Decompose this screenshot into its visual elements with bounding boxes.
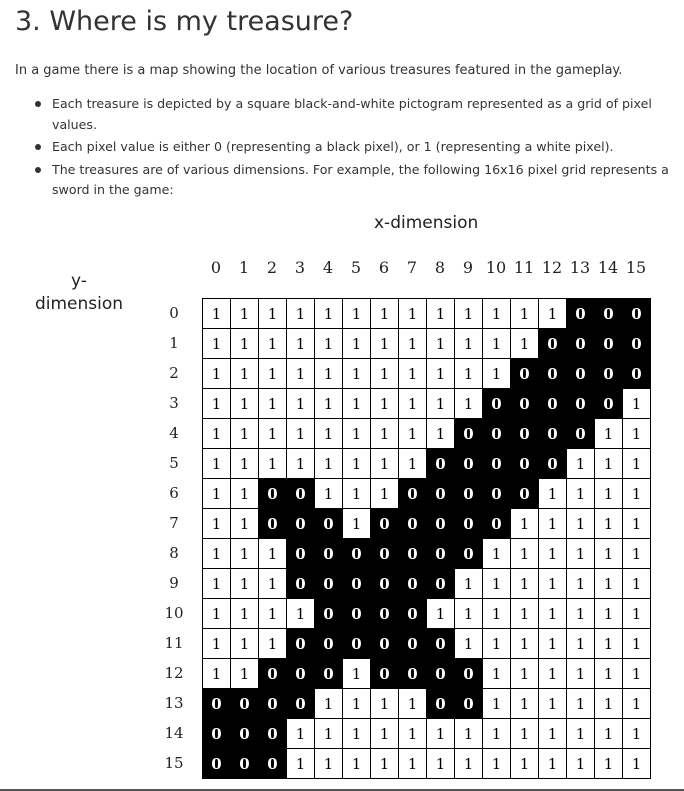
pixel-cell: 1 — [539, 569, 567, 599]
pixel-cell: 0 — [427, 479, 455, 509]
pixel-cell: 1 — [343, 329, 371, 359]
pixel-cell: 0 — [483, 479, 511, 509]
pixel-cell: 0 — [455, 659, 483, 689]
x-axis-label: 3 — [294, 258, 306, 277]
pixel-cell: 1 — [399, 719, 427, 749]
pixel-cell: 1 — [399, 359, 427, 389]
pixel-cell: 1 — [287, 749, 315, 779]
pixel-cell: 0 — [539, 449, 567, 479]
pixel-cell: 1 — [259, 599, 287, 629]
pixel-cell: 0 — [483, 449, 511, 479]
bullet-list — [15, 94, 675, 203]
pixel-cell: 0 — [567, 419, 595, 449]
pixel-cell: 1 — [511, 299, 539, 329]
pixel-cell: 1 — [539, 719, 567, 749]
pixel-cell: 1 — [455, 359, 483, 389]
y-axis-label: 7 — [169, 514, 179, 532]
pixel-cell: 0 — [427, 509, 455, 539]
pixel-cell: 1 — [343, 659, 371, 689]
pixel-cell: 0 — [399, 599, 427, 629]
pixel-cell: 1 — [567, 659, 595, 689]
pixel-cell: 1 — [315, 419, 343, 449]
pixel-cell: 0 — [511, 389, 539, 419]
pixel-cell: 1 — [483, 359, 511, 389]
pixel-cell: 1 — [315, 359, 343, 389]
pixel-cell: 1 — [259, 359, 287, 389]
pixel-cell: 1 — [231, 449, 259, 479]
pixel-cell: 1 — [567, 749, 595, 779]
x-axis-label: 15 — [625, 258, 647, 277]
pixel-cell: 0 — [427, 569, 455, 599]
pixel-cell: 1 — [427, 359, 455, 389]
pixel-cell: 1 — [455, 719, 483, 749]
y-axis-label: 10 — [164, 604, 184, 622]
pixel-cell: 1 — [623, 629, 651, 659]
pixel-cell: 0 — [455, 479, 483, 509]
pixel-cell: 1 — [371, 479, 399, 509]
pixel-cell: 0 — [623, 359, 651, 389]
pixel-cell: 0 — [371, 509, 399, 539]
pixel-cell: 1 — [203, 389, 231, 419]
bullet-item: The treasures are of various dimensions. For example, the following 16x16 pixel grid represents a sword in the game: — [15, 160, 675, 201]
y-axis-label: 0 — [169, 304, 179, 322]
pixel-cell: 0 — [483, 389, 511, 419]
pixel-cell: 1 — [231, 329, 259, 359]
pixel-cell: 1 — [259, 419, 287, 449]
pixel-cell: 0 — [511, 419, 539, 449]
pixel-cell: 1 — [203, 569, 231, 599]
pixel-cell: 0 — [203, 719, 231, 749]
pixel-cell: 1 — [595, 689, 623, 719]
y-axis-label: 14 — [164, 724, 184, 742]
x-axis-label: 10 — [485, 258, 507, 277]
pixel-cell: 1 — [371, 419, 399, 449]
pixel-cell: 1 — [595, 419, 623, 449]
pixel-cell: 1 — [343, 359, 371, 389]
pixel-cell: 0 — [287, 659, 315, 689]
pixel-cell: 0 — [455, 509, 483, 539]
pixel-cell: 1 — [567, 509, 595, 539]
pixel-cell: 1 — [203, 329, 231, 359]
pixel-cell: 0 — [539, 419, 567, 449]
pixel-cell: 1 — [623, 539, 651, 569]
pixel-cell: 0 — [203, 749, 231, 779]
pixel-cell: 1 — [231, 539, 259, 569]
pixel-cell: 1 — [539, 299, 567, 329]
pixel-grid — [202, 298, 651, 779]
pixel-cell: 0 — [427, 689, 455, 719]
pixel-cell: 1 — [259, 569, 287, 599]
pixel-cell: 1 — [623, 479, 651, 509]
pixel-cell: 0 — [511, 359, 539, 389]
bullet-item: Each pixel value is either 0 (representing a black pixel), or 1 (representing a white pixel). — [15, 137, 675, 158]
y-axis-label: 15 — [164, 754, 184, 772]
pixel-cell: 1 — [539, 509, 567, 539]
pixel-cell: 1 — [455, 749, 483, 779]
pixel-cell: 1 — [259, 299, 287, 329]
y-axis-label: 1 — [169, 334, 179, 352]
pixel-cell: 1 — [371, 359, 399, 389]
pixel-cell: 1 — [511, 509, 539, 539]
pixel-cell: 0 — [259, 659, 287, 689]
section-heading: 3. Where is my treasure? — [15, 6, 354, 37]
pixel-cell: 1 — [623, 689, 651, 719]
pixel-cell: 1 — [595, 599, 623, 629]
pixel-cell: 1 — [203, 509, 231, 539]
pixel-cell: 1 — [203, 479, 231, 509]
pixel-cell: 1 — [259, 449, 287, 479]
pixel-cell: 1 — [483, 749, 511, 779]
y-axis-label: 3 — [169, 394, 179, 412]
pixel-cell: 1 — [287, 449, 315, 479]
pixel-cell: 1 — [511, 749, 539, 779]
pixel-cell: 1 — [483, 299, 511, 329]
pixel-cell: 1 — [567, 629, 595, 659]
pixel-cell: 1 — [483, 629, 511, 659]
x-axis-label: 0 — [210, 258, 222, 277]
pixel-cell: 1 — [287, 329, 315, 359]
pixel-cell: 1 — [315, 329, 343, 359]
pixel-cell: 1 — [623, 509, 651, 539]
pixel-cell: 1 — [231, 359, 259, 389]
pixel-cell: 1 — [567, 569, 595, 599]
pixel-cell: 1 — [203, 419, 231, 449]
pixel-cell: 0 — [315, 599, 343, 629]
pixel-cell: 1 — [483, 599, 511, 629]
x-axis-label: 4 — [322, 258, 334, 277]
pixel-cell: 1 — [595, 509, 623, 539]
pixel-cell: 1 — [567, 449, 595, 479]
pixel-cell: 1 — [399, 689, 427, 719]
pixel-cell: 1 — [399, 749, 427, 779]
pixel-cell: 0 — [343, 569, 371, 599]
pixel-cell: 0 — [399, 569, 427, 599]
pixel-cell: 0 — [455, 689, 483, 719]
pixel-cell: 0 — [371, 599, 399, 629]
pixel-cell: 1 — [287, 389, 315, 419]
x-axis-label: 9 — [462, 258, 474, 277]
pixel-cell: 0 — [539, 329, 567, 359]
pixel-cell: 1 — [539, 599, 567, 629]
pixel-cell: 1 — [343, 689, 371, 719]
x-axis-label: 11 — [513, 258, 535, 277]
pixel-cell: 1 — [595, 629, 623, 659]
pixel-cell: 1 — [343, 389, 371, 419]
y-axis-label: 8 — [169, 544, 179, 562]
pixel-cell: 1 — [511, 329, 539, 359]
pixel-cell: 1 — [287, 299, 315, 329]
pixel-cell: 1 — [539, 749, 567, 779]
pixel-cell: 1 — [595, 539, 623, 569]
pixel-cell: 1 — [455, 329, 483, 359]
pixel-cell: 0 — [315, 629, 343, 659]
pixel-cell: 0 — [371, 629, 399, 659]
pixel-cell: 1 — [315, 719, 343, 749]
y-axis-label: 6 — [169, 484, 179, 502]
pixel-cell: 0 — [455, 539, 483, 569]
pixel-cell: 1 — [343, 719, 371, 749]
pixel-cell: 0 — [595, 329, 623, 359]
pixel-cell: 1 — [511, 539, 539, 569]
pixel-cell: 1 — [371, 449, 399, 479]
pixel-cell: 1 — [623, 749, 651, 779]
pixel-cell: 1 — [511, 629, 539, 659]
pixel-cell: 1 — [483, 569, 511, 599]
pixel-cell: 1 — [231, 509, 259, 539]
y-axis-label: 9 — [169, 574, 179, 592]
bullet-item: Each treasure is depicted by a square black-and-white pictogram represented as a grid of pixel values. — [15, 94, 675, 135]
pixel-cell: 1 — [567, 599, 595, 629]
pixel-cell: 1 — [595, 569, 623, 599]
pixel-cell: 1 — [203, 449, 231, 479]
pixel-cell: 1 — [623, 569, 651, 599]
pixel-cell: 0 — [343, 629, 371, 659]
x-axis-label: 7 — [406, 258, 418, 277]
pixel-cell: 0 — [595, 299, 623, 329]
pixel-cell: 0 — [287, 569, 315, 599]
pixel-cell: 0 — [511, 449, 539, 479]
pixel-cell: 0 — [315, 569, 343, 599]
pixel-cell: 1 — [511, 599, 539, 629]
pixel-cell: 0 — [287, 689, 315, 719]
pixel-cell: 1 — [623, 599, 651, 629]
pixel-cell: 1 — [231, 479, 259, 509]
pixel-cell: 1 — [567, 719, 595, 749]
pixel-cell: 0 — [343, 539, 371, 569]
pixel-cell: 0 — [399, 509, 427, 539]
pixel-cell: 1 — [539, 479, 567, 509]
y-axis-label: 4 — [169, 424, 179, 442]
x-axis-label: 6 — [378, 258, 390, 277]
y-axis-label: 11 — [164, 634, 184, 652]
pixel-cell: 1 — [343, 419, 371, 449]
pixel-cell: 0 — [623, 329, 651, 359]
pixel-cell: 1 — [259, 329, 287, 359]
pixel-cell: 1 — [287, 359, 315, 389]
pixel-cell: 0 — [399, 539, 427, 569]
pixel-cell: 0 — [455, 419, 483, 449]
pixel-cell: 1 — [595, 749, 623, 779]
pixel-cell: 0 — [567, 389, 595, 419]
y-axis-label: 13 — [164, 694, 184, 712]
pixel-cell: 1 — [287, 419, 315, 449]
pixel-cell: 1 — [427, 299, 455, 329]
pixel-cell: 1 — [371, 389, 399, 419]
pixel-cell: 1 — [623, 389, 651, 419]
pixel-cell: 0 — [455, 449, 483, 479]
pixel-cell: 0 — [259, 689, 287, 719]
pixel-cell: 1 — [483, 659, 511, 689]
pixel-cell: 1 — [567, 689, 595, 719]
x-axis-label: 12 — [541, 258, 563, 277]
y-dimension-text: y- dimension — [34, 271, 124, 314]
pixel-cell: 1 — [315, 389, 343, 419]
pixel-cell: 1 — [427, 419, 455, 449]
x-axis-label: 2 — [266, 258, 278, 277]
pixel-cell: 1 — [539, 689, 567, 719]
pixel-cell: 1 — [231, 569, 259, 599]
pixel-cell: 0 — [427, 659, 455, 689]
pixel-cell: 0 — [287, 539, 315, 569]
pixel-cell: 1 — [259, 539, 287, 569]
pixel-cell: 1 — [315, 749, 343, 779]
pixel-cell: 0 — [371, 539, 399, 569]
pixel-cell: 1 — [371, 689, 399, 719]
pixel-cell: 1 — [399, 299, 427, 329]
pixel-cell: 1 — [203, 299, 231, 329]
pixel-cell: 0 — [399, 479, 427, 509]
pixel-cell: 1 — [203, 359, 231, 389]
x-axis-label: 5 — [350, 258, 362, 277]
pixel-cell: 0 — [539, 389, 567, 419]
pixel-cell: 1 — [455, 599, 483, 629]
pixel-cell: 1 — [455, 629, 483, 659]
pixel-cell: 1 — [287, 599, 315, 629]
x-axis-label: 14 — [597, 258, 619, 277]
pixel-cell: 0 — [427, 539, 455, 569]
pixel-cell: 1 — [427, 389, 455, 419]
pixel-cell: 0 — [399, 659, 427, 689]
pixel-cell: 1 — [371, 719, 399, 749]
pixel-cell: 1 — [623, 419, 651, 449]
pixel-cell: 0 — [343, 599, 371, 629]
pixel-cell: 1 — [511, 689, 539, 719]
pixel-cell: 1 — [343, 449, 371, 479]
pixel-cell: 1 — [483, 329, 511, 359]
pixel-cell: 1 — [623, 449, 651, 479]
y-axis-label: 5 — [169, 454, 179, 472]
pixel-cell: 0 — [315, 539, 343, 569]
pixel-cell: 0 — [539, 359, 567, 389]
pixel-cell: 1 — [231, 419, 259, 449]
pixel-cell: 1 — [595, 479, 623, 509]
pixel-cell: 1 — [259, 389, 287, 419]
pixel-cell: 0 — [203, 689, 231, 719]
pixel-cell: 1 — [343, 509, 371, 539]
pixel-cell: 1 — [343, 749, 371, 779]
pixel-cell: 0 — [427, 629, 455, 659]
pixel-cell: 1 — [567, 479, 595, 509]
pixel-cell: 0 — [259, 509, 287, 539]
pixel-cell: 1 — [455, 389, 483, 419]
pixel-cell: 0 — [259, 749, 287, 779]
pixel-cell: 1 — [343, 479, 371, 509]
pixel-cell: 1 — [427, 719, 455, 749]
pixel-cell: 0 — [595, 389, 623, 419]
pixel-cell: 1 — [231, 629, 259, 659]
pixel-cell: 1 — [399, 389, 427, 419]
pixel-cell: 1 — [399, 329, 427, 359]
pixel-cell: 0 — [315, 659, 343, 689]
pixel-cell: 1 — [511, 569, 539, 599]
pixel-cell: 1 — [623, 659, 651, 689]
pixel-cell: 0 — [259, 479, 287, 509]
pixel-cell: 1 — [595, 659, 623, 689]
pixel-cell: 1 — [427, 329, 455, 359]
pixel-cell: 0 — [595, 359, 623, 389]
pixel-cell: 1 — [455, 569, 483, 599]
pixel-cell: 1 — [203, 659, 231, 689]
pixel-cell: 1 — [315, 449, 343, 479]
pixel-cell: 1 — [203, 539, 231, 569]
pixel-cell: 0 — [371, 569, 399, 599]
pixel-cell: 1 — [623, 719, 651, 749]
pixel-cell: 0 — [259, 719, 287, 749]
x-dimension-label: x-dimension — [374, 213, 479, 233]
pixel-cell: 1 — [539, 629, 567, 659]
x-axis-label: 13 — [569, 258, 591, 277]
pixel-cell: 1 — [203, 599, 231, 629]
pixel-cell: 1 — [259, 629, 287, 659]
pixel-cell: 1 — [427, 749, 455, 779]
pixel-cell: 1 — [231, 299, 259, 329]
pixel-cell: 0 — [623, 299, 651, 329]
pixel-cell: 1 — [539, 659, 567, 689]
pixel-cell: 1 — [511, 659, 539, 689]
pixel-cell: 1 — [343, 299, 371, 329]
pixel-cell: 0 — [511, 479, 539, 509]
pixel-cell: 1 — [483, 689, 511, 719]
pixel-cell: 1 — [567, 539, 595, 569]
pixel-cell: 0 — [567, 359, 595, 389]
pixel-cell: 1 — [287, 719, 315, 749]
x-axis-label: 1 — [238, 258, 250, 277]
pixel-cell: 1 — [595, 449, 623, 479]
pixel-cell: 0 — [371, 659, 399, 689]
pixel-cell: 1 — [231, 599, 259, 629]
pixel-cell: 1 — [203, 629, 231, 659]
pixel-cell: 1 — [399, 449, 427, 479]
pixel-cell: 0 — [567, 299, 595, 329]
pixel-cell: 1 — [371, 329, 399, 359]
pixel-cell: 0 — [231, 719, 259, 749]
y-axis-label: 2 — [169, 364, 179, 382]
pixel-cell: 0 — [231, 689, 259, 719]
pixel-cell: 1 — [231, 389, 259, 419]
pixel-cell: 1 — [511, 719, 539, 749]
x-axis-label: 8 — [434, 258, 446, 277]
pixel-cell: 0 — [483, 509, 511, 539]
y-dimension-label — [24, 270, 134, 316]
pixel-cell: 1 — [539, 539, 567, 569]
pixel-cell: 0 — [567, 329, 595, 359]
pixel-cell: 1 — [315, 479, 343, 509]
pixel-cell: 1 — [315, 689, 343, 719]
pixel-cell: 0 — [315, 509, 343, 539]
pixel-cell: 1 — [399, 419, 427, 449]
pixel-cell: 1 — [595, 719, 623, 749]
pixel-cell: 1 — [231, 659, 259, 689]
pixel-cell: 1 — [315, 299, 343, 329]
pixel-cell: 0 — [427, 449, 455, 479]
pixel-cell: 0 — [231, 749, 259, 779]
intro-paragraph: In a game there is a map showing the location of various treasures featured in the gameplay. — [15, 63, 623, 78]
pixel-cell: 1 — [455, 299, 483, 329]
pixel-cell: 1 — [483, 539, 511, 569]
pixel-cell: 1 — [371, 299, 399, 329]
pixel-cell: 1 — [483, 719, 511, 749]
pixel-cell: 0 — [483, 419, 511, 449]
pixel-cell: 1 — [371, 749, 399, 779]
pixel-cell: 0 — [287, 509, 315, 539]
pixel-cell: 0 — [399, 629, 427, 659]
pixel-cell: 0 — [287, 629, 315, 659]
pixel-cell: 1 — [427, 599, 455, 629]
pixel-cell: 0 — [287, 479, 315, 509]
y-axis-label: 12 — [164, 664, 184, 682]
